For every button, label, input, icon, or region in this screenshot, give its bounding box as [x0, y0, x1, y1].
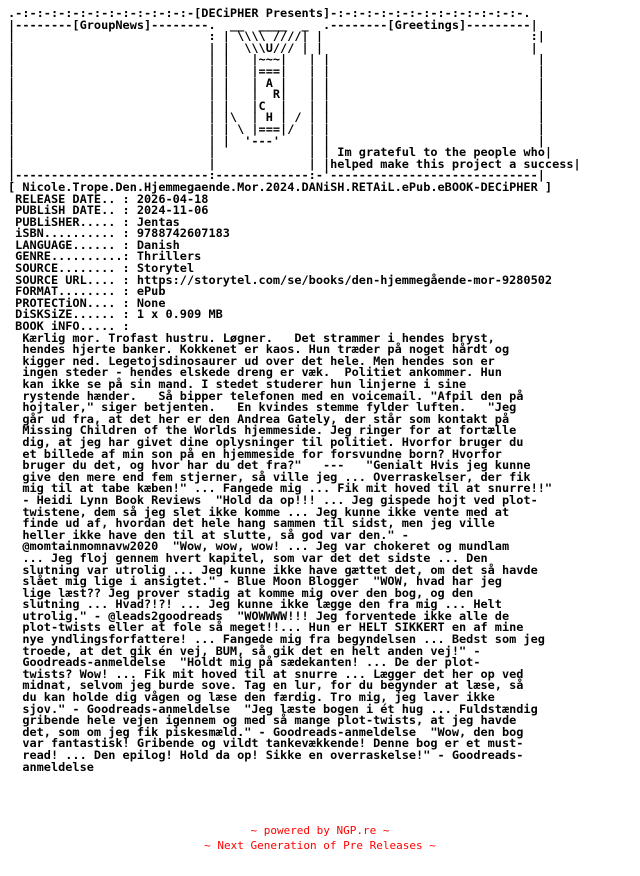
nfo-line: et billede af min son på en hjemmeside for forsvundne born? Hvorfor: [8, 446, 502, 461]
nfo-line: det, som om jeg fik piskesmæld." - Goodreads-anmeldelse "Wow, den bog: [8, 724, 524, 739]
nfo-line: PROTECTiON.... : None: [8, 295, 166, 310]
nfo-line: GENRE..........: Thrillers: [8, 249, 202, 264]
nfo-line: utrolig." - @leads2goodreads "WOWWWW!!! Jeg forventede ikke alle de: [8, 608, 510, 623]
tagline-line: ~ Next Generation of Pre Releases ~: [204, 839, 436, 852]
nfo-line: .-:-:-:-:-:-:-:-:-:-:-:-:-[DECiPHER Presents]-:-:-:-:-:-:-:-:-:-:-:-:-:-.: [8, 6, 531, 20]
nfo-line: | | | |===| | | |: [8, 63, 545, 78]
nfo-line: går ud fra, at det her er den Andrea Gately, der står som kontakt på: [8, 411, 510, 426]
nfo-line: dig, at jeg har givet dine oplysninger til politiet. Hvorfor bruger du: [8, 434, 524, 449]
nfo-line: PUBLiSHER..... : Jentas: [8, 214, 180, 229]
nfo-line: SOURCE........ : Storytel: [8, 261, 195, 276]
nfo-line: | | | |~~~| | | |: [8, 52, 545, 67]
nfo-line: finde ud af, hvordan det hele hang sammen til sidst, men jeg ville: [8, 516, 495, 531]
nfo-line: | | | | Im grateful to the people who|: [8, 145, 553, 160]
nfo-line: |---------------------------:-------------:-'-----------------------------|: [8, 168, 545, 183]
nfo-line: SOURCE URL.... : https://storytel.com/se/books/den-hjemmegående-mor-9280502: [8, 272, 553, 287]
nfo-line: ... Jeg floj gennem hvert kapitel, som var det det sidste ... Den: [8, 550, 488, 565]
nfo-line: | | | \ |===|/ | | |: [8, 121, 545, 136]
nfo-line: | | | | A | | | |: [8, 75, 545, 90]
nfo-line: | | | \\\U/// | | |: [8, 40, 538, 55]
nfo-line: var fantastisk! Gribende og vildt tankevækkende! Denne bog er et must-: [8, 736, 524, 751]
nfo-line: iSBN.......... : 9788742607183: [8, 226, 230, 241]
nfo-line: DiSKSiZE...... : 1 x 0.909 MB: [8, 307, 223, 322]
nfo-line: read! ... Den epilog! Hold da op! Sikke en overraskelse!" - Goodreads-: [8, 748, 524, 762]
nfo-line: | | | |C | | | |: [8, 98, 545, 113]
nfo-line: hojtaler," siger betjenten. En kvindes stemme fylder luften. "Jeg: [8, 400, 517, 415]
nfo-line: | | | |helped make this project a success|: [8, 156, 581, 171]
nfo-line: | | | '---' | | |: [8, 133, 545, 148]
nfo-line: slutning ... Hvad?!?! ... Jeg kunne ikke lægge den fra mig ... Helt: [8, 597, 502, 612]
nfo-line: PUBLiSH DATE.. : 2024-11-06: [8, 203, 209, 218]
nfo-line: Goodreads-anmeldelse "Holdt mig på sædekanten! ... De der plot-: [8, 655, 481, 670]
nfo-line: lige læst?? Jeg prover stadig at komme mig over den bog, og den: [8, 585, 474, 600]
nfo-line: rystende hænder. Så bipper telefonen med en voicemail. "Afpil den på: [8, 388, 524, 403]
nfo-line: kan ikke se på sin mand. I stedet studerer hun linjerne i sine: [8, 377, 467, 391]
nfo-line: gribende hele vejen igennem og med så mange plot-twists, at jeg havde: [8, 713, 517, 728]
nfo-line: nye yndlingsforfattere! ... Fangede mig fra begyndelsen ... Bedst som jeg: [8, 632, 545, 647]
nfo-line: anmeldelse: [8, 759, 94, 774]
nfo-line: heller ikke have den til at slutte, så god var den." -: [8, 527, 409, 542]
nfo-line: LANGUAGE...... : Danish: [8, 237, 180, 252]
nfo-line: sjov." - Goodreads-anmeldelse "Jeg læste bogen i ét hug ... Fuldstændig: [8, 701, 538, 716]
nfo-line: Missing Children of the Worlds hjemmeside. Jeg ringer for at fortælle: [8, 423, 517, 438]
footer-credits: [0, 823, 640, 853]
nfo-line: plot-twists eller at fole så meget!!... Hun er HELT SIKKERT en af mine: [8, 620, 524, 635]
nfo-line: ingen steder - hendes elskede dreng er væk. Politiet ankommer. Hun: [8, 365, 502, 380]
nfo-line: | | | | R| | | |: [8, 87, 545, 102]
nfo-line: [ Nicole.Trope.Den.Hjemmegaende.Mor.2024.DANiSH.RETAiL.ePub.eBOOK-DECiPHER ]: [8, 179, 553, 194]
nfo-line: midnat, selvom jeg burde sove. Tag en lur, for du begynder at læse, så: [8, 678, 524, 693]
nfo-line: BOOK iNFO..... :: [8, 319, 130, 334]
nfo-line: - Heidi Lynn Book Reviews "Hold da op!!! ... Jeg gispede hojt ved plot-: [8, 492, 538, 507]
nfo-line: hendes hjerte banker. Kokkenet er kaos. Hun træder på noget hårdt og: [8, 342, 510, 357]
nfo-line: slået mig lige i ansigtet." - Blue Moon Blogger "WOW, hvad har jeg: [8, 574, 502, 589]
nfo-line: Kærlig mor. Trofast hustru. Løgner. Det strammer i hendes bryst,: [8, 330, 495, 345]
nfo-line: kigger ned. Legetojsdinosaurer ud over det hele. Men hendes son er: [8, 353, 495, 368]
nfo-line: troede, at det gik én vej, BUM, så gik det en helt anden vej!" -: [8, 643, 481, 658]
nfo-line: |--------[GroupNews]--------. __ ____ _ .--------[Greetings]---------|: [8, 17, 538, 32]
nfo-line: mig til at tabe kæben!" ... Fangede mig ... Fik mit hoved til at snurre!!": [8, 481, 553, 496]
nfo-line: twists? Wow! ... Fik mit hoved til at snurre ... Lægger det her op ved: [8, 666, 524, 681]
nfo-line: FORMAT........ : ePub: [8, 284, 166, 299]
nfo-text: [8, 8, 581, 773]
nfo-line: bruger du det, og hvor har du det fra?" --- "Genialt Hvis jeg kunne: [8, 458, 531, 473]
nfo-line: @momtainmomnavw2020 "Wow, wow, wow! ... Jeg var chokeret og mundlam: [8, 539, 510, 554]
nfo-line: RELEASE DATE.. : 2026-04-18: [8, 191, 209, 206]
nfo-line: | | |\ | H | / | | |: [8, 110, 545, 125]
nfo-line: du kan holde dig vågen og læse den færdig. Tro mig, jeg laver ikke: [8, 690, 495, 705]
nfo-line: twistene, dem så jeg slet ikke komme ... Jeg kunne ikke vente med at: [8, 504, 510, 519]
nfo-line: slutning var utrolig ... Jeg kunne ikke have gættet det, om det så havde: [8, 562, 538, 577]
nfo-line: give den mere end fem stjerner, så ville jeg ... Overraskelser, der fik: [8, 469, 531, 484]
powered-by-line: ~ powered by NGP.re ~: [250, 824, 390, 837]
nfo-line: | : | \\\\ ////| | :|: [8, 29, 545, 44]
